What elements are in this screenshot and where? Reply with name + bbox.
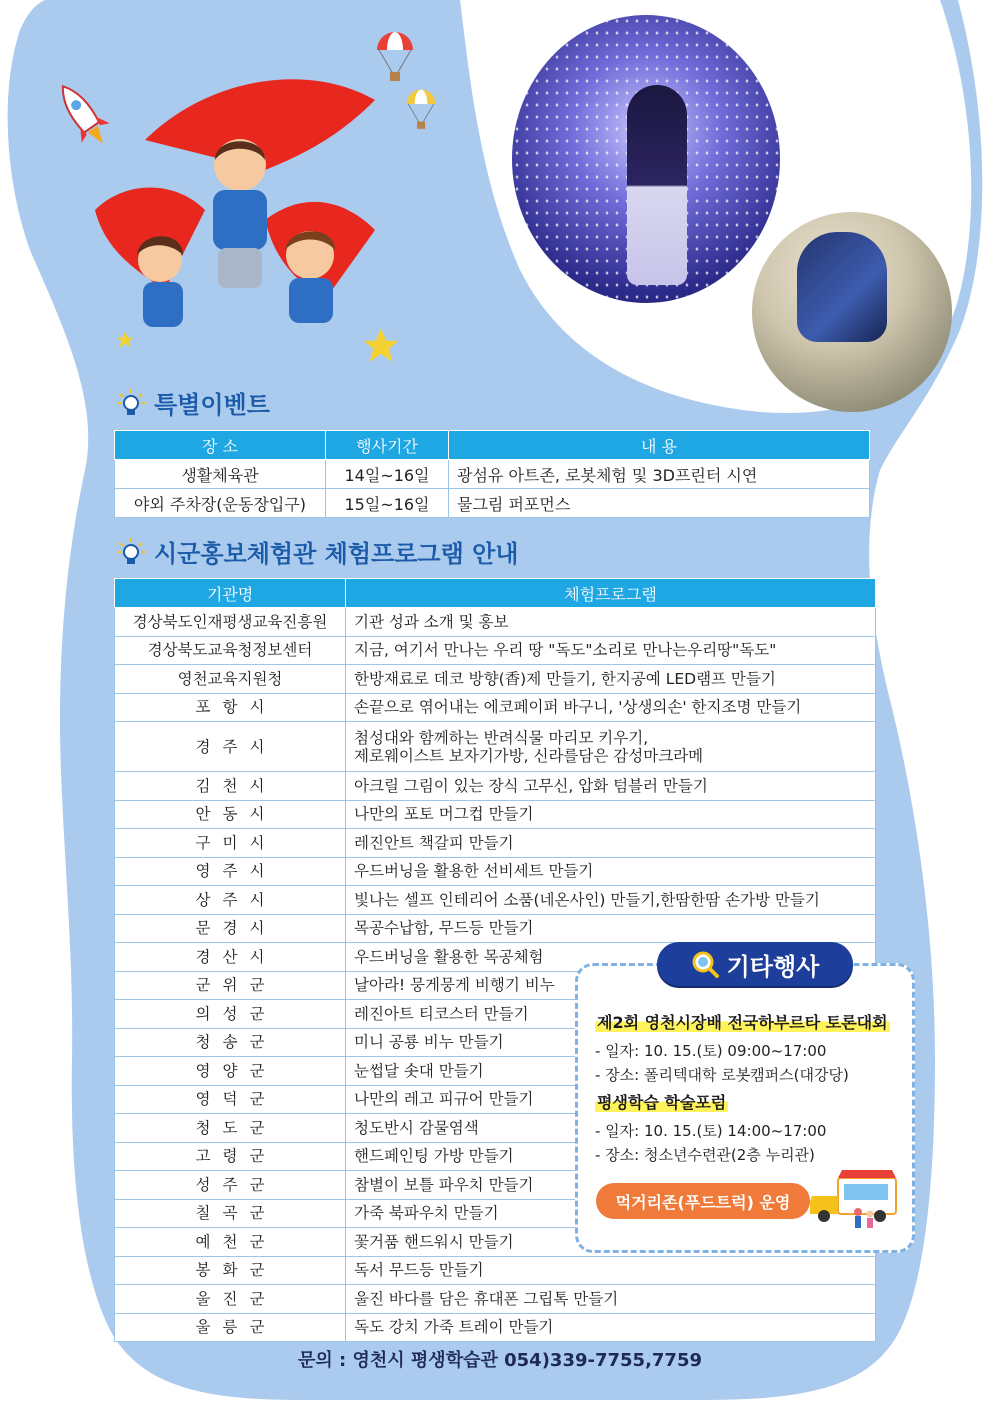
- table-row: 야외 주차장(운동장입구) 15일~16일 물그림 퍼포먼스: [115, 489, 870, 518]
- table-row: 경상북도인재평생교육진흥원 기관 성과 소개 및 홍보: [115, 608, 876, 637]
- program-title: 시군홍보체험관 체험프로그램 안내: [116, 534, 518, 569]
- event1-title: 제2회 영천시장배 전국하부르타 토론대회: [597, 1013, 888, 1032]
- table-row: 의성군 레진아트 티코스터 만들기: [115, 1000, 876, 1029]
- table-row: 생활체육관 14일~16일 광섬유 아트존, 로봇체험 및 3D프린터 시연: [115, 460, 870, 489]
- table-row: 구미시 레진안트 책갈피 만들기: [115, 829, 876, 858]
- food-zone-badge: 먹거리존(푸드트럭) 운영: [596, 1183, 810, 1219]
- magnifier-icon: [691, 950, 719, 978]
- lightbulb-icon: [116, 388, 146, 418]
- event2-title: 평생학습 학술포럼: [597, 1093, 727, 1112]
- table-row: 경산시 우드버닝을 활용한 목공체험: [115, 943, 876, 972]
- food-truck-icon: [808, 1168, 900, 1230]
- table-row: 영주시 우드버닝을 활용한 선비세트 만들기: [115, 857, 876, 886]
- table-row: 군위군 날아라! 뭉게뭉게 비행기 비누: [115, 971, 876, 1000]
- table-row: 영천교육지원청 한방재료로 데코 방향(香)제 만들기, 한지공예 LED램프 만들기: [115, 665, 876, 694]
- other-events-title: 기타행사: [657, 942, 853, 986]
- fiber-optic-photo: [512, 15, 780, 303]
- table-row: 영양군 눈썹달 솟대 만들기: [115, 1057, 876, 1086]
- event2-date: - 일자: 10. 15.(토) 14:00~17:00: [595, 1122, 827, 1140]
- special-event-table: [114, 430, 870, 518]
- event1-date: - 일자: 10. 15.(토) 09:00~17:00: [595, 1042, 827, 1060]
- star-icon-small: [115, 330, 135, 350]
- table-row: 경상북도교육청정보센터 지금, 여기서 만나는 우리 땅 "독도"소리로 만나는우리땅"독도": [115, 636, 876, 665]
- table-row: 안동시 나만의 포토 머그컵 만들기: [115, 800, 876, 829]
- table-row: 경주시 첨성대와 함께하는 반려식물 마리모 키우기, 제로웨이스트 보자기가방, 신라를담은 감성마크라메: [115, 722, 876, 772]
- table-row: 영덕군 나만의 레고 피규어 만들기: [115, 1085, 876, 1114]
- header-program: 체험프로그램: [346, 579, 876, 608]
- table-row: 청도군 청도반시 감물염색: [115, 1114, 876, 1143]
- table-row: 성주군 참별이 보틀 파우치 만들기: [115, 1171, 876, 1200]
- superhero-kids-illustration: [85, 60, 415, 370]
- table-row: 문경시 목공수납함, 무드등 만들기: [115, 914, 876, 943]
- water-painting-photo: [752, 212, 952, 412]
- hero-illustration: [0, 0, 1000, 380]
- star-icon: [360, 325, 402, 367]
- header-place: 장 소: [115, 431, 326, 460]
- lightbulb-icon: [116, 537, 146, 567]
- table-row: 울릉군 독도 강치 가죽 트레이 만들기: [115, 1313, 876, 1342]
- table-row: 칠곡군 가죽 북파우치 만들기: [115, 1199, 876, 1228]
- table-row: 울진군 울진 바다를 담은 휴대폰 그립톡 만들기: [115, 1285, 876, 1314]
- table-row: 김천시 아크릴 그림이 있는 장식 고무신, 압화 텀블러 만들기: [115, 772, 876, 801]
- table-row: 봉화군 독서 무드등 만들기: [115, 1256, 876, 1285]
- event2-place: - 장소: 청소년수련관(2층 누리관): [595, 1146, 815, 1164]
- table-row: 포항시 손끝으로 엮어내는 에코페이퍼 바구니, '상생의손' 한지조명 만들기: [115, 693, 876, 722]
- table-row: 청송군 미니 공룡 비누 만들기: [115, 1028, 876, 1057]
- header-institution: 기관명: [115, 579, 346, 608]
- header-content: 내 용: [449, 431, 870, 460]
- contact-footer: 문의 : 영천시 평생학습관 054)339-7755,7759: [297, 1350, 703, 1371]
- table-row: 예천군 꽃거품 핸드워시 만들기: [115, 1228, 876, 1257]
- header-period: 행사기간: [326, 431, 449, 460]
- table-row: 고령군 핸드페인팅 가방 만들기: [115, 1142, 876, 1171]
- table-row: 상주시 빛나는 셀프 인테리어 소품(네온사인) 만들기,한땀한땀 손가방 만들기: [115, 886, 876, 915]
- event1-place: - 장소: 폴리텍대학 로봇캠퍼스(대강당): [595, 1066, 849, 1084]
- special-event-title: 특별이벤트: [116, 385, 270, 420]
